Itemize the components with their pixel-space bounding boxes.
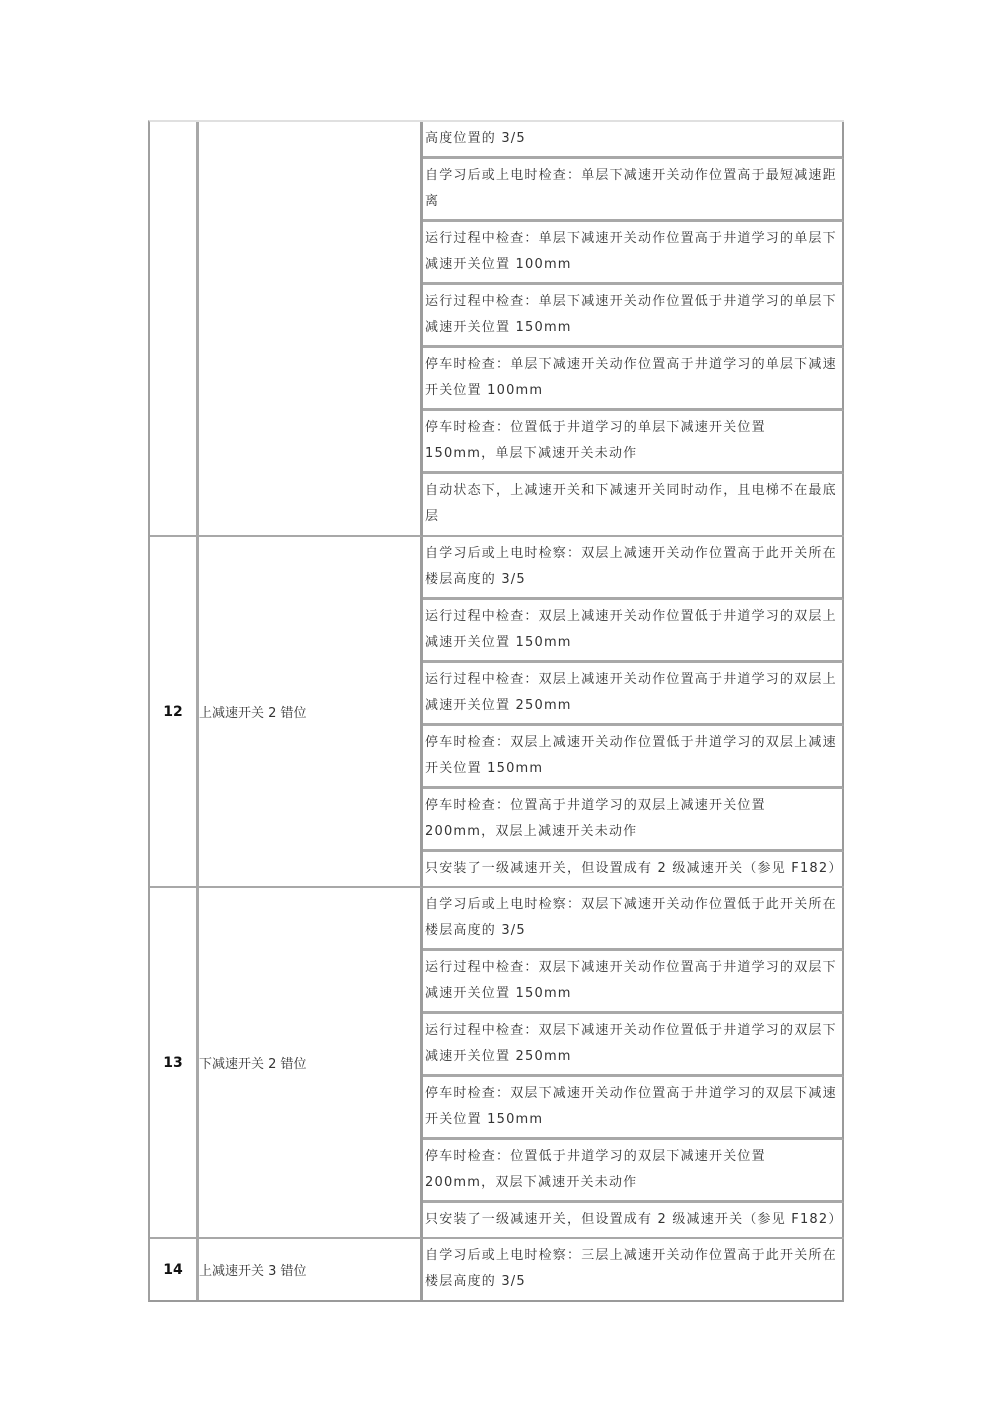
description-cell: 运行过程中检查：双层上减速开关动作位置低于井道学习的双层上减速开关位置 150mm <box>423 600 844 663</box>
description-cell: 运行过程中检查：双层下减速开关动作位置高于井道学习的双层下减速开关位置 150mm <box>423 951 844 1014</box>
fault-number: 13 <box>150 888 199 1239</box>
description-cell: 运行过程中检查：单层下减速开关动作位置高于井道学习的单层下减速开关位置 100mm <box>423 222 844 285</box>
description-cell: 停车时检查：单层下减速开关动作位置高于井道学习的单层下减速开关位置 100mm <box>423 348 844 411</box>
table-row <box>150 888 844 1239</box>
fault-name: 上减速开关 2 错位 <box>199 537 423 888</box>
fault-code-table <box>148 120 844 1302</box>
fault-number: 14 <box>150 1239 199 1300</box>
fault-descriptions <box>423 537 844 888</box>
description-cell: 高度位置的 3/5 <box>423 122 844 159</box>
description-cell: 停车时检查：双层上减速开关动作位置低于井道学习的双层上减速开关位置 150mm <box>423 726 844 789</box>
fault-name: 下减速开关 2 错位 <box>199 888 423 1239</box>
description-cell: 自动状态下，上减速开关和下减速开关同时动作，且电梯不在最底层 <box>423 474 844 535</box>
description-cell: 只安装了一级减速开关，但设置成有 2 级减速开关（参见 F182） <box>423 852 844 886</box>
description-cell: 停车时检查：位置高于井道学习的双层上减速开关位置 200mm，双层上减速开关未动作 <box>423 789 844 852</box>
fault-descriptions <box>423 1239 844 1300</box>
fault-number <box>150 122 199 537</box>
description-cell: 运行过程中检查：单层下减速开关动作位置低于井道学习的单层下减速开关位置 150mm <box>423 285 844 348</box>
fault-descriptions <box>423 888 844 1239</box>
description-cell: 停车时检查：双层下减速开关动作位置高于井道学习的双层下减速开关位置 150mm <box>423 1077 844 1140</box>
table-row <box>150 122 844 537</box>
description-cell: 运行过程中检查：双层上减速开关动作位置高于井道学习的双层上减速开关位置 250mm <box>423 663 844 726</box>
description-cell: 自学习后或上电时检察：双层下减速开关动作位置低于此开关所在楼层高度的 3/5 <box>423 888 844 951</box>
fault-descriptions <box>423 122 844 537</box>
description-cell: 自学习后或上电时检察：双层上减速开关动作位置高于此开关所在楼层高度的 3/5 <box>423 537 844 600</box>
table-row <box>150 1239 844 1300</box>
fault-name: 上减速开关 3 错位 <box>199 1239 423 1300</box>
description-cell: 停车时检查：位置低于井道学习的双层下减速开关位置 200mm，双层下减速开关未动作 <box>423 1140 844 1203</box>
description-cell: 只安装了一级减速开关，但设置成有 2 级减速开关（参见 F182） <box>423 1203 844 1237</box>
description-cell: 运行过程中检查：双层下减速开关动作位置低于井道学习的双层下减速开关位置 250mm <box>423 1014 844 1077</box>
fault-number: 12 <box>150 537 199 888</box>
fault-name <box>199 122 423 537</box>
table-row <box>150 537 844 888</box>
description-cell: 自学习后或上电时检察：三层上减速开关动作位置高于此开关所在楼层高度的 3/5 <box>423 1239 844 1300</box>
description-cell: 自学习后或上电时检查：单层下减速开关动作位置高于最短减速距离 <box>423 159 844 222</box>
description-cell: 停车时检查：位置低于井道学习的单层下减速开关位置 150mm，单层下减速开关未动作 <box>423 411 844 474</box>
